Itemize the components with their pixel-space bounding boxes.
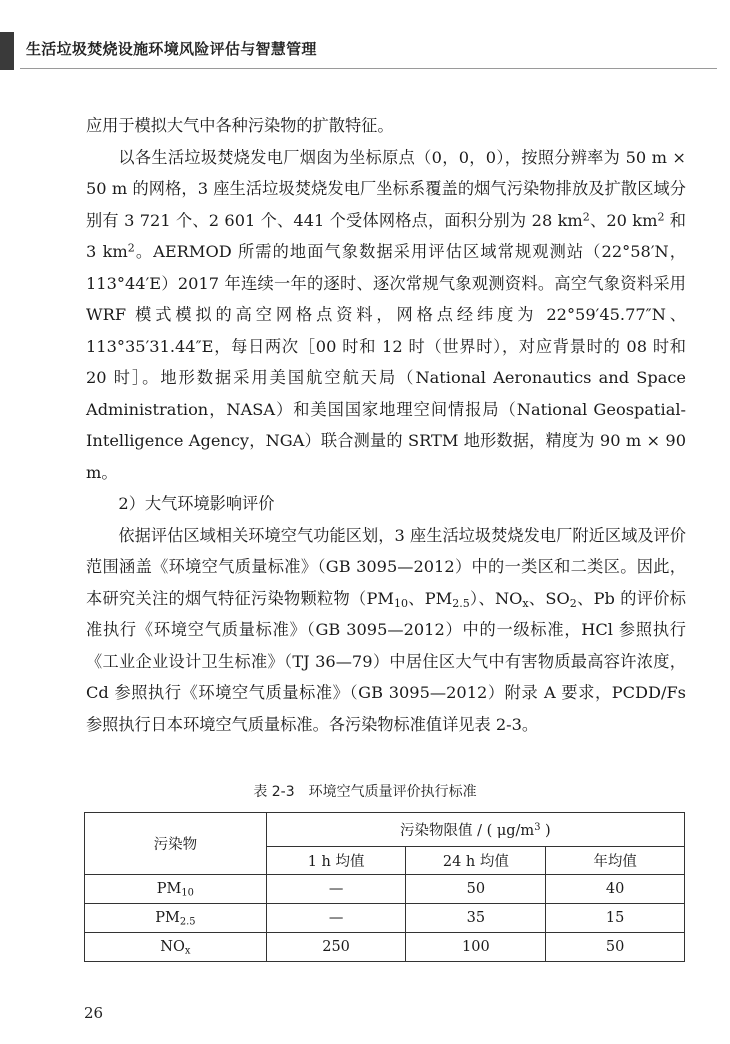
page-number: 26 xyxy=(84,1004,104,1022)
p3-text-a: 依据评估区域相关环境空气功能区划，3 座生活垃圾焚烧发电厂附近区域及评价范围涵盖《环境空气质量标准》（GB 3095—2012）中的一类区和二类区。因此，本研究关注的烟气特征污染物颗粒物（PM xyxy=(86,525,686,608)
row-pollutant-name: PM xyxy=(156,881,182,897)
row-pollutant xyxy=(85,933,267,962)
row-24h: 50 xyxy=(406,875,546,904)
row-pollutant-sub: 10 xyxy=(181,887,194,899)
p3-text-d: 、SO xyxy=(528,588,570,608)
p2-sup-1: 2 xyxy=(582,210,590,223)
header-limit xyxy=(266,813,684,847)
row-24h: 100 xyxy=(406,933,546,962)
header-limit-sup: 3 xyxy=(534,822,541,834)
row-1h: — xyxy=(266,904,406,933)
header-limit-text: 污染物限值 / ( μg/m xyxy=(399,823,535,839)
p2-text-c: 和 3 km xyxy=(86,210,686,261)
p2-sup-3: 2 xyxy=(127,241,135,255)
p3-text-b: 、PM xyxy=(407,588,453,608)
header-limit-close: ) xyxy=(540,823,551,839)
row-pollutant-name: PM xyxy=(155,910,180,926)
p3-sub-3: x xyxy=(522,596,529,610)
header-1h: 1 h 均值 xyxy=(266,847,406,875)
table-caption: 表 2-3 环境空气质量评价执行标准 xyxy=(253,784,477,800)
row-24h: 35 xyxy=(406,904,546,933)
row-pollutant-sub: 2.5 xyxy=(179,916,196,928)
p3-text-c: ）、NO xyxy=(469,588,523,608)
section-heading: 2）大气环境影响评价 xyxy=(118,494,275,513)
row-1h: 250 xyxy=(266,933,406,962)
standards-table xyxy=(84,812,685,962)
paragraph-3 xyxy=(86,520,686,741)
body-text xyxy=(86,110,686,740)
table-row xyxy=(85,904,685,933)
header-rule xyxy=(20,68,717,69)
row-year: 50 xyxy=(546,933,685,962)
p2-text-a: 以各生活垃圾焚烧发电厂烟囱为坐标原点（0，0，0），按照分辨率为 50 m × 50 m 的网格，3 座生活垃圾焚烧发电厂坐标系覆盖的烟气污染物排放及扩散区域分别有 3 721 个、2 601 个、441 个受体网格点，面积分别为 28 km xyxy=(86,147,686,230)
table-row xyxy=(85,933,685,962)
row-pollutant xyxy=(85,904,267,933)
header-pollutant: 污染物 xyxy=(85,813,267,875)
row-year: 15 xyxy=(546,904,685,933)
row-pollutant xyxy=(85,875,267,904)
p3-text-e: 、Pb 的评价标准执行《环境空气质量标准》（GB 3095—2012）中的一级标准，HCl 参照执行《工业企业设计卫生标准》（TJ 36—79）中居住区大气中有害物质最高容许浓度，Cd 参照执行《环境空气质量标准》（GB 3095—2012）附录 A 要求，PCDD/Fs 参照执行日本环境空气质量标准。各污染物标准值详见表 2-3。 xyxy=(86,588,686,734)
chapter-edge-tab xyxy=(0,32,14,70)
row-pollutant-sub: x xyxy=(184,945,191,957)
paragraph-2 xyxy=(86,142,686,489)
paragraph-1: 应用于模拟大气中各种污染物的扩散特征。 xyxy=(86,116,394,135)
row-pollutant-name: NO xyxy=(160,939,185,955)
row-year: 40 xyxy=(546,875,685,904)
header-year: 年均值 xyxy=(546,847,685,875)
p2-text-d: 。AERMOD 所需的地面气象数据采用评估区域常规观测站（22°58′N，113°44′E）2017 年连续一年的逐时、逐次常规气象观测资料。高空气象资料采用 WRF 模式模拟的高空网格点资料，网格点经纬度为 22°59′45.77″N、113°35′31.44″E，每日两次［00 时和 12 时（世界时），对应背景时的 08 时和 20 时］。地形数据采用美国航空航天局（National Aeronautics and Space Administration，NASA）和美国国家地理空间情报局（National Geospatial-Intelligence Agency，NGA）联合测量的 SRTM 地形数据，精度为 90 m × 90 m。 xyxy=(86,242,686,482)
row-1h: — xyxy=(266,875,406,904)
header-24h: 24 h 均值 xyxy=(406,847,546,875)
p3-sub-2: 2.5 xyxy=(452,596,470,610)
p3-sub-1: 10 xyxy=(393,596,408,610)
p3-sub-4: 2 xyxy=(569,596,577,610)
running-header-title: 生活垃圾焚烧设施环境风险评估与智慧管理 xyxy=(26,40,317,58)
p2-sup-2: 2 xyxy=(657,210,665,223)
table-row xyxy=(85,875,685,904)
p2-text-b: 、20 km xyxy=(589,210,658,230)
